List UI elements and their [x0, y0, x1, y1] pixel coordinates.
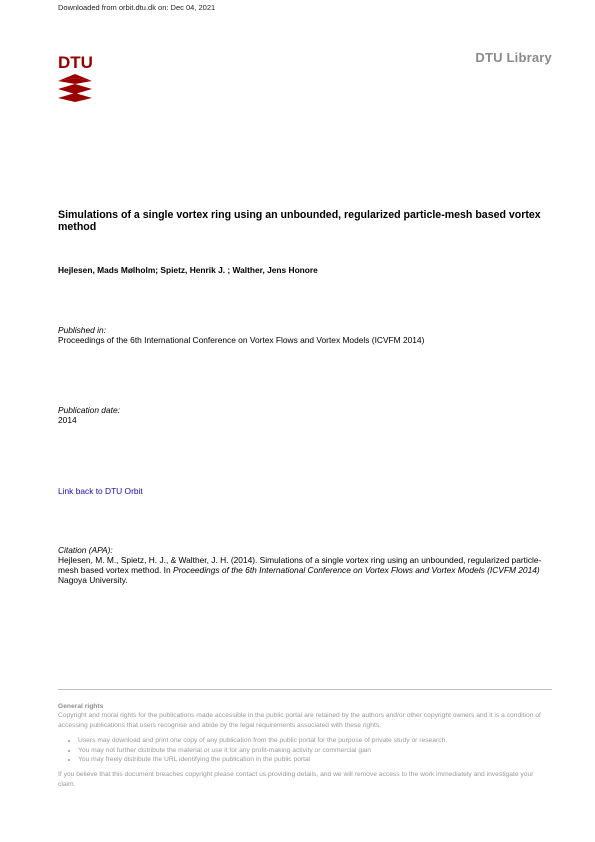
dtu-logo-text: DTU: [58, 54, 92, 72]
general-rights-section: [58, 702, 552, 789]
dtu-library-label: DTU Library: [475, 50, 552, 65]
published-in-value: Proceedings of the 6th International Conference on Vortex Flows and Vortex Models (ICVFM 2014): [58, 335, 425, 345]
publication-date-label: Publication date:: [58, 405, 120, 415]
citation-text-end: Nagoya University.: [58, 575, 128, 585]
rights-heading: General rights: [58, 703, 104, 710]
citation-text-plain: Hejlesen, M. M., Spietz, H. J., & Walther, J. H. (2014). Simulations of a single vortex ring using an unbounded, regularized particle-mesh based vortex method. In: [58, 555, 542, 575]
published-in-section: [58, 325, 548, 345]
dtu-logo: [58, 54, 92, 107]
rights-bullet: • You may not further distribute the material or use it for any profit-making activity or commercial gain: [78, 746, 552, 755]
rights-footer: If you believe that this document breaches copyright please contact us providing details, and we will remove access to the work immediately and investigate your claim.: [58, 771, 534, 788]
orbit-link[interactable]: Link back to DTU Orbit: [58, 486, 143, 496]
paper-authors: Hejlesen, Mads Mølholm; Spietz, Henrik J. ; Walther, Jens Honore: [58, 265, 318, 275]
citation-text: [58, 555, 548, 585]
publication-date-value: 2014: [58, 415, 77, 425]
citation-label: Citation (APA):: [58, 545, 113, 555]
published-in-label: Published in:: [58, 325, 106, 335]
paper-title: Simulations of a single vortex ring using an unbounded, regularized particle-mesh based vortex method: [58, 209, 541, 233]
rights-divider: [58, 689, 552, 690]
rights-bullet: • Users may download and print one copy of any publication from the public portal for the purpose of private study or research.: [78, 736, 552, 745]
rights-body: Copyright and moral rights for the publications made accessible in the public portal are retained by the authors and/or other copyright owners and it is a condition of accessing publications that users recognise and abide by the legal requirements associated with these rights.: [58, 712, 541, 729]
dtu-logo-mark: [58, 74, 92, 102]
rights-bullet-list: [58, 736, 552, 764]
download-note: Downloaded from orbit.dtu.dk on: Dec 04, 2021: [58, 3, 216, 12]
rights-bullet: • You may freely distribute the URL identifying the publication in the public portal: [78, 755, 552, 764]
citation-text-italic: Proceedings of the 6th International Conference on Vortex Flows and Vortex Models (ICVFM 2014): [173, 565, 540, 575]
citation-section: [58, 545, 548, 585]
publication-date-section: [58, 405, 548, 425]
